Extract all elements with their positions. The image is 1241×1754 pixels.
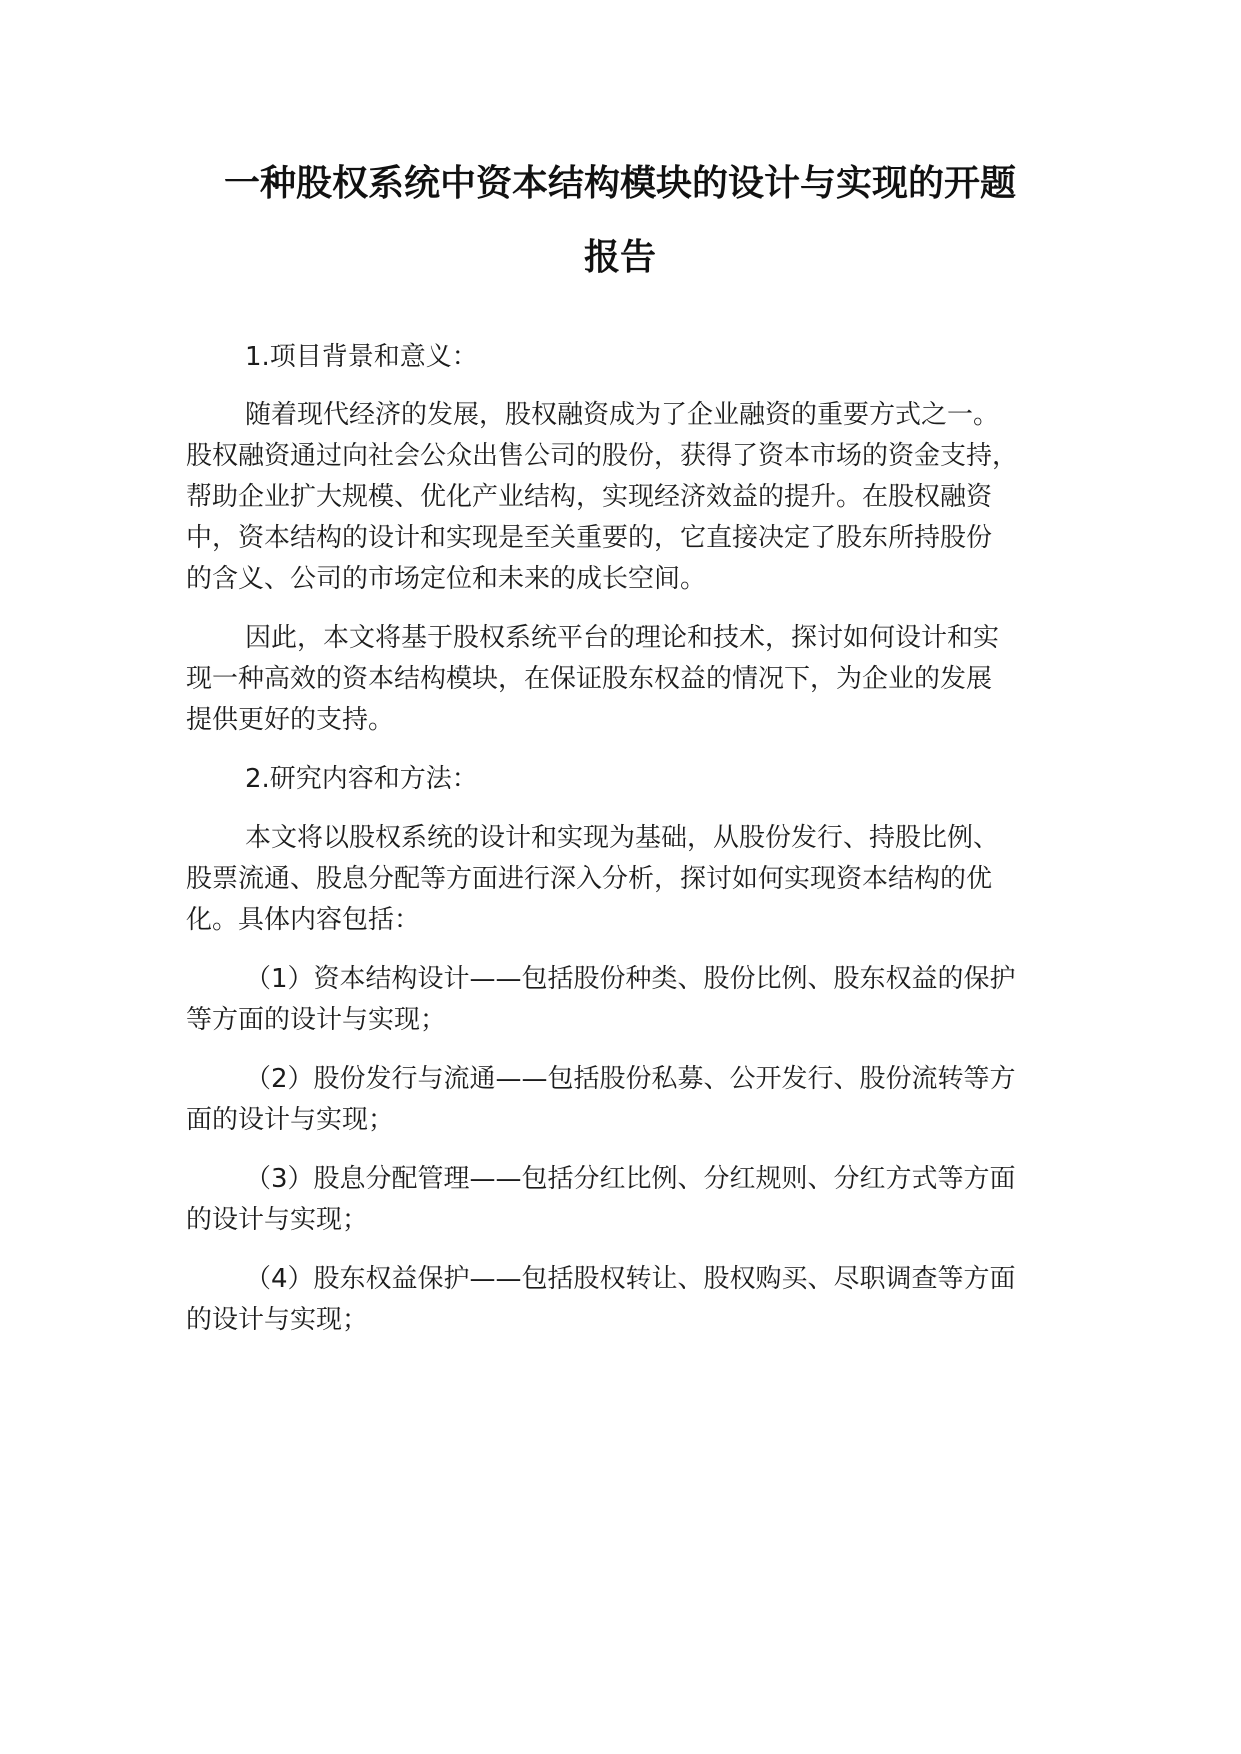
paragraph-line: 的含义、公司的市场定位和未来的成长空间。 (186, 564, 707, 594)
paragraph-line: 随着现代经济的发展，股权融资成为了企业融资的重要方式之一。 (245, 400, 1000, 430)
list-item-line: （1）资本结构设计——包括股份种类、股份比例、股东权益的保护 (245, 964, 1016, 994)
section-heading-background: 1.项目背景和意义： (245, 342, 478, 372)
list-item-line: 面的设计与实现； (186, 1105, 395, 1135)
paragraph-line: 化。具体内容包括： (186, 905, 421, 935)
document-title-line-1: 一种股权系统中资本结构模块的设计与实现的开题 (223, 163, 1016, 204)
paragraph-line: 帮助企业扩大规模、优化产业结构，实现经济效益的提升。在股权融资 (186, 482, 993, 512)
document-title-line-2: 报告 (583, 237, 656, 278)
list-item-line: 的设计与实现； (186, 1305, 369, 1335)
list-item-line: （4）股东权益保护——包括股权转让、股权购买、尽职调查等方面 (245, 1264, 1016, 1294)
paragraph-line: 股票流通、股息分配等方面进行深入分析，探讨如何实现资本结构的优 (186, 864, 993, 894)
list-item-line: 的设计与实现； (186, 1205, 369, 1235)
paragraph-line: 提供更好的支持。 (186, 705, 395, 735)
list-item-line: 等方面的设计与实现； (186, 1005, 447, 1035)
section-heading-methods: 2.研究内容和方法： (245, 764, 478, 794)
paragraph-line: 本文将以股权系统的设计和实现为基础，从股份发行、持股比例、 (245, 823, 1000, 853)
list-item-line: （2）股份发行与流通——包括股份私募、公开发行、股份流转等方 (245, 1064, 1016, 1094)
paragraph-line: 股权融资通过向社会公众出售公司的股份，获得了资本市场的资金支持， (186, 441, 1019, 471)
paragraph-line: 现一种高效的资本结构模块，在保证股东权益的情况下，为企业的发展 (186, 664, 993, 694)
paragraph-line: 因此，本文将基于股权系统平台的理论和技术，探讨如何设计和实 (245, 623, 1000, 653)
list-item-line: （3）股息分配管理——包括分红比例、分红规则、分红方式等方面 (245, 1164, 1016, 1194)
paragraph-line: 中，资本结构的设计和实现是至关重要的，它直接决定了股东所持股份 (186, 523, 993, 553)
